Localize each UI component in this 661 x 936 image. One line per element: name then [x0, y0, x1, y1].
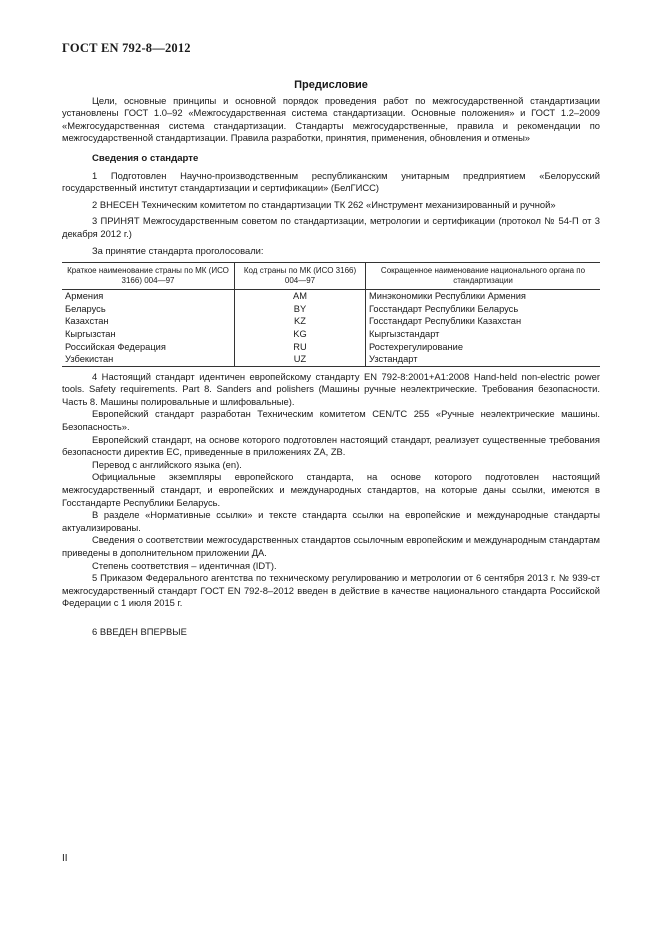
- table-row: [62, 290, 600, 303]
- country-cell: Армения: [65, 291, 104, 302]
- info-item-4c: Перевод с английского языка (en).: [92, 458, 242, 470]
- table-row: [62, 328, 600, 341]
- country-cell: Узбекистан: [62, 353, 235, 366]
- body-cell: Госстандарт Республики Беларусь: [366, 303, 601, 316]
- code-cell: KG: [235, 328, 366, 341]
- table-row: [62, 341, 600, 354]
- info-item-2: 2 ВНЕСЕН Техническим комитетом по стандартизации ТК 262 «Инструмент механизированный и ручной»: [92, 198, 556, 210]
- info-item-6: 6 ВВЕДЕН ВПЕРВЫЕ: [92, 625, 187, 637]
- info-item-4b: Европейский стандарт, на основе которого подготовлен настоящий стандарт, реализует существенные требования безопасности директив ЕС, приведенные в приложениях ZA, ZB.: [62, 433, 600, 458]
- voted-label: За принятие стандарта проголосовали:: [92, 244, 264, 256]
- code-cell: RU: [235, 341, 366, 354]
- table-header-row: [62, 263, 600, 290]
- body-cell: Узстандарт: [366, 353, 601, 366]
- table-row: [62, 315, 600, 328]
- country-cell: Беларусь: [65, 303, 106, 314]
- column-header-country: Краткое наименование страны по МК (ИСО 3166) 004—97: [62, 263, 235, 290]
- code-cell: UZ: [235, 353, 366, 366]
- country-cell: Казахстан: [65, 316, 109, 327]
- column-header-body: Сокращенное наименование национального органа по стандартизации: [366, 263, 601, 290]
- code-cell: BY: [235, 303, 366, 316]
- info-item-4e: В разделе «Нормативные ссылки» и тексте стандарта ссылки на европейские и международные стандарты актуализированы.: [62, 509, 600, 533]
- preface-paragraph: Цели, основные принципы и основной порядок проведения работ по межгосударственной стандартизации установлены ГОСТ 1.0–92 «Межгосударственная система стандартизации. Основные положения» и ГОСТ 1.2–2009 «Межгосударственная система стандартизации. Стандарты межгосударственные, правила и рекомендации по межгосударственной стандартизации. Правила разработки, принятия, применения, обновления и отмены»: [62, 94, 600, 144]
- info-item-4a: Европейский стандарт разработан Техническим комитетом CEN/TC 255 «Ручные неэлектрические машины. Безопасность».: [62, 408, 600, 433]
- info-title: Сведения о стандарте: [92, 152, 199, 164]
- info-item-3: 3 ПРИНЯТ Межгосударственным советом по стандартизации, метрологии и сертификации (протокол № 54-П от 3 декабря 2012 г.): [62, 215, 600, 239]
- body-cell: Кыргызстандарт: [366, 328, 601, 341]
- info-item-4f: Сведения о соответствии межгосударственных стандартов ссылочным европейским и международным стандартам приведены в дополнительном приложении ДА.: [62, 534, 600, 558]
- country-cell: Российская Федерация: [65, 341, 166, 352]
- info-item-4g: Степень соответствия – идентичная (IDT).: [92, 559, 277, 571]
- info-item-4d: Официальные экземпляры европейского стандарта, на основе которого подготовлен настоящий межгосударственный стандарт, и европейских и международных стандартов, на которые даны ссылки, имеются в Госстандарте Республики Беларусь.: [62, 471, 600, 508]
- table-row: [62, 353, 600, 366]
- code-cell: KZ: [235, 315, 366, 328]
- preface-title: Предисловие: [294, 79, 368, 91]
- code-cell: AM: [235, 290, 366, 303]
- info-item-5: 5 Приказом Федерального агентства по техническому регулированию и метрологии от 6 сентября 2013 г. № 939-ст межгосударственный стандарт ГОСТ EN 792-8–2012 введен в действие в качестве национального стандарта Российской Федерации с 1 июля 2015 г.: [62, 572, 600, 609]
- member-states-table: [62, 262, 600, 367]
- table-row: [62, 303, 600, 316]
- document-header: ГОСТ EN 792-8—2012: [62, 41, 191, 55]
- body-cell: Ростехрегулирование: [366, 341, 601, 354]
- info-item-4: 4 Настоящий стандарт идентичен европейскому стандарту EN 792-8:2001+A1:2008 Hand-held non-electric power tools. Safety requirements. Part 8. Sanders and polishers (Машины ручные неэлектрические. Требования безопасности. Часть 8. Машины полировальные и шлифовальные).: [62, 370, 600, 407]
- country-cell: Кыргызстан: [65, 328, 116, 339]
- page-number: II: [62, 853, 68, 864]
- column-header-code: Код страны по МК (ИСО 3166) 004—97: [235, 263, 366, 290]
- body-cell: Минэкономики Республики Армения: [366, 290, 601, 303]
- body-cell: Госстандарт Республики Казахстан: [366, 315, 601, 328]
- page-content: [62, 79, 600, 639]
- info-item-1: 1 Подготовлен Научно-производственным республиканским унитарным предприятием «Белорусский государственный институт стандартизации и сертификации» (БелГИСС): [62, 169, 600, 194]
